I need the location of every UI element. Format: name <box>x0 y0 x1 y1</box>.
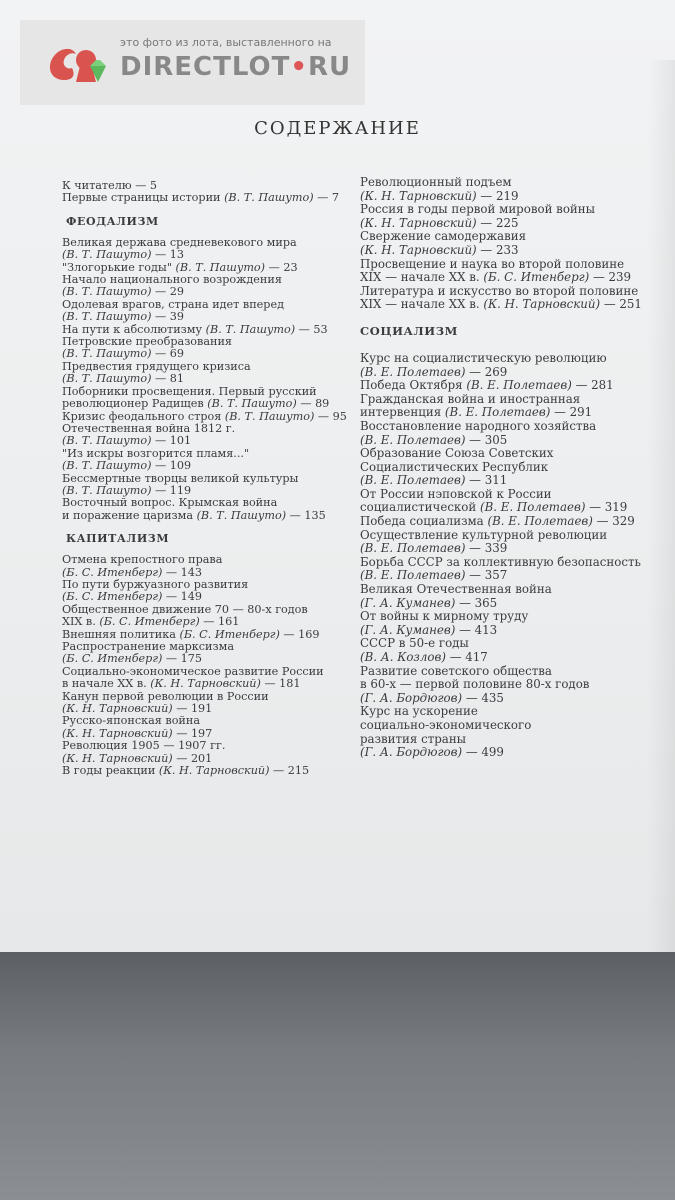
toc-line <box>360 624 660 638</box>
toc-entry <box>62 274 352 299</box>
entry-page: — 53 <box>295 322 328 336</box>
entry-title: От России нэповской к России <box>360 486 552 501</box>
entry-author: (В. Т. Пашуто) <box>62 248 152 262</box>
entry-title: Свержение самодержавия <box>360 229 527 244</box>
toc-line <box>360 461 660 475</box>
entry-author: (В. Т. Пашуто) <box>224 409 315 423</box>
entry-page: — 95 <box>314 409 347 423</box>
entry-title: интервенция <box>360 405 445 420</box>
entry-page: — 329 <box>592 514 635 529</box>
entry-title: Первые страницы истории <box>62 191 225 205</box>
toc-line <box>360 379 660 393</box>
toc-line <box>360 583 660 597</box>
entry-title: Великая держава средневекового мира <box>62 235 297 249</box>
toc-entry <box>62 765 352 777</box>
entry-title: Гражданская война и иностранная <box>360 391 581 406</box>
entry-title: Восточный вопрос. Крымская война <box>62 496 278 510</box>
entry-author: (К. Н. Тарновский) <box>62 751 173 765</box>
toc-line <box>360 447 660 461</box>
entry-author: (Г. А. Куманев) <box>360 595 456 610</box>
entry-page: — 109 <box>151 459 192 473</box>
toc-entry <box>360 447 660 488</box>
entry-page: — 233 <box>476 242 519 257</box>
entry-page: — 7 <box>313 191 339 205</box>
toc-line <box>360 692 660 706</box>
entry-author: (К. Н. Тарновский) <box>62 702 173 716</box>
entry-page: — 201 <box>172 751 213 765</box>
toc-line <box>360 637 660 651</box>
entry-page: — 499 <box>462 745 504 760</box>
toc-line <box>62 765 352 777</box>
entry-page: — 417 <box>445 650 488 664</box>
toc-line <box>360 515 660 529</box>
toc-entry <box>360 258 660 285</box>
entry-title: революционер Радищев <box>62 397 208 411</box>
entry-title: Революция 1905 — 1907 гг. <box>62 739 226 753</box>
entry-author: (В. Т. Пашуто) <box>62 483 152 497</box>
toc-entry <box>62 448 352 473</box>
entry-title: в 60-х — первой половине 80-х годов <box>360 677 590 692</box>
entry-title: Победа Октября <box>360 378 467 393</box>
entry-title: Канун первой революции в России <box>62 689 269 703</box>
entry-author: (В. Е. Полетаев) <box>480 500 586 515</box>
entry-page: — 225 <box>476 215 519 230</box>
toc-entry <box>360 515 660 529</box>
entry-page: — 39 <box>151 310 185 324</box>
entry-title: Курс на ускорение <box>360 704 478 719</box>
entry-author: (К. Н. Тарновский) <box>483 297 601 312</box>
entry-page: — 365 <box>455 595 498 610</box>
entry-title: Осуществление культурной революции <box>360 527 608 542</box>
toc-line <box>360 190 660 204</box>
toc-line <box>360 597 660 611</box>
entry-author: (Г. А. Бордюгов) <box>360 745 463 760</box>
page-title: СОДЕРЖАНИЕ <box>254 118 421 139</box>
entry-title: Отечественная война 1812 г. <box>62 421 236 435</box>
entry-title: в начале XX в. <box>62 677 151 691</box>
entry-author: (Б. С. Итенберг) <box>99 615 200 629</box>
entry-page: — 181 <box>260 677 301 691</box>
entry-page: — 305 <box>465 432 508 447</box>
toc-entry <box>62 604 352 629</box>
toc-line <box>360 719 660 733</box>
entry-page: — 281 <box>571 378 614 393</box>
entry-author: (В. Е. Полетаев) <box>444 405 551 420</box>
entry-title: Социалистических Республик <box>360 459 549 474</box>
entry-page: — 435 <box>462 690 504 705</box>
entry-page: — 215 <box>269 764 310 778</box>
toc-line <box>360 733 660 747</box>
entry-author: (Б. С. Итенберг) <box>179 627 280 641</box>
toc-line <box>360 258 660 272</box>
entry-author: (В. Е. Полетаев) <box>360 568 466 583</box>
watermark <box>20 20 365 105</box>
entry-author: (В. Е. Полетаев) <box>466 378 572 393</box>
watermark-caption: это фото из лота, выставленного на <box>120 36 332 49</box>
entry-title: Великая Отечественная война <box>360 582 552 597</box>
toc-entry <box>62 299 352 324</box>
toc-entry <box>62 473 352 498</box>
entry-title: Кризис феодального строя <box>62 409 225 423</box>
entry-title: Предвестия грядущего кризиса <box>62 359 251 373</box>
entry-author: (В. Е. Полетаев) <box>360 432 466 447</box>
entry-page: — 23 <box>265 260 298 274</box>
entry-title: XIX — начале XX в. <box>360 270 484 285</box>
toc-line <box>360 474 660 488</box>
entry-author: (В. Т. Пашуто) <box>205 322 296 336</box>
entry-author: (В. Е. Полетаев) <box>360 473 466 488</box>
toc-line <box>360 678 660 692</box>
toc-entry <box>360 529 660 556</box>
entry-title: Литература и искусство во второй половине <box>360 283 639 298</box>
entry-title: На пути к абсолютизму <box>62 322 206 336</box>
entry-page: — 175 <box>162 652 203 666</box>
toc-line <box>360 501 660 515</box>
entry-author: (В. Т. Пашуто) <box>62 347 152 361</box>
entry-author: (В. Т. Пашуто) <box>207 397 297 411</box>
toc-line <box>360 393 660 407</box>
toc-line <box>360 176 660 190</box>
entry-page: — 89 <box>296 397 330 411</box>
entry-page: — 135 <box>286 508 326 522</box>
toc-entry <box>360 176 660 203</box>
entry-page: — 191 <box>172 702 213 716</box>
toc-left-column <box>62 180 352 777</box>
entry-page: — 101 <box>151 434 192 448</box>
toc-line <box>360 244 660 258</box>
toc-line <box>360 285 660 299</box>
entry-page: — 119 <box>151 483 192 497</box>
entry-title: Общественное движение 70 — 80-х годов <box>62 602 308 616</box>
entry-title: Социально-экономическое развитие России <box>62 664 324 678</box>
entry-title: СССР в 50-е годы <box>360 636 469 651</box>
entry-page: — 149 <box>162 590 203 604</box>
entry-title: Восстановление народного хозяйства <box>360 418 597 433</box>
entry-author: (К. Н. Тарновский) <box>62 726 173 740</box>
entry-page: — 81 <box>151 372 185 386</box>
entry-title: Курс на социалистическую революцию <box>360 350 607 365</box>
toc-entry <box>62 423 352 448</box>
toc-entry <box>360 420 660 447</box>
entry-page: — 251 <box>600 297 642 312</box>
entry-page: — 29 <box>151 285 185 299</box>
entry-page: — 357 <box>465 568 508 583</box>
entry-author: (К. Н. Тарновский) <box>360 188 477 203</box>
entry-page: — 339 <box>465 541 508 556</box>
entry-title: Бессмертные творцы великой культуры <box>62 471 299 485</box>
toc-entry <box>62 237 352 262</box>
toc-entry <box>62 386 352 411</box>
entry-page: — 239 <box>589 270 632 285</box>
toc-entry <box>62 361 352 386</box>
entry-page: — 291 <box>550 405 593 420</box>
entry-page: — 219 <box>476 188 519 203</box>
toc-entry <box>62 554 352 579</box>
toc-line <box>360 529 660 543</box>
entry-author: (К. Н. Тарновский) <box>360 215 477 230</box>
entry-title: и поражение царизма <box>62 508 197 522</box>
entry-title: Революционный подъем <box>360 175 512 189</box>
entry-page: — 413 <box>455 622 498 637</box>
entry-page: — 197 <box>172 726 213 740</box>
entry-title: Борьба СССР за коллективную безопасность <box>360 554 641 569</box>
entry-title: XIX — начале XX в. <box>360 297 484 312</box>
toc-entry <box>360 705 660 759</box>
squirrel-logo-icon <box>42 36 112 92</box>
entry-title: Внешняя политика <box>62 627 180 641</box>
entry-author: (Б. С. Итенберг) <box>62 652 163 666</box>
toc-entry <box>360 352 660 379</box>
toc-entry <box>62 497 352 522</box>
entry-page: — 143 <box>162 565 203 579</box>
toc-entry <box>62 579 352 604</box>
toc-entry <box>360 610 660 637</box>
entry-author: (Б. С. Итенберг) <box>483 270 590 285</box>
toc-entry <box>360 637 660 664</box>
toc-line <box>360 705 660 719</box>
toc-entry <box>360 393 660 420</box>
toc-line <box>360 610 660 624</box>
entry-title: Россия в годы первой мировой войны <box>360 202 596 217</box>
entry-page: — 161 <box>199 615 240 629</box>
toc-line <box>360 556 660 570</box>
entry-page: — 69 <box>151 347 185 361</box>
toc-entry <box>62 666 352 691</box>
toc-entry <box>360 230 660 257</box>
watermark-brand <box>120 52 351 82</box>
entry-author: (Г. А. Куманев) <box>360 622 456 637</box>
toc-entry <box>62 691 352 716</box>
toc-line <box>360 569 660 583</box>
section-heading: СОЦИАЛИЗМ <box>360 323 458 338</box>
entry-title: Петровские преобразования <box>62 335 232 349</box>
toc-entry <box>360 203 660 230</box>
toc-entry <box>62 192 352 204</box>
entry-author: (К. Н. Тарновский) <box>150 677 261 691</box>
watermark-brand-tld: RU <box>307 52 352 82</box>
toc-entry <box>360 379 660 393</box>
entry-author: (К. Н. Тарновский) <box>360 242 477 257</box>
entry-page: — 311 <box>465 473 508 488</box>
watermark-brand-dot: • <box>290 52 308 82</box>
table-surface <box>0 952 675 1200</box>
entry-author: (В. Е. Полетаев) <box>487 514 593 529</box>
toc-entry <box>62 641 352 666</box>
entry-title: Поборники просвещения. Первый русский <box>62 384 317 398</box>
toc-line <box>62 192 352 204</box>
entry-author: (В. Т. Пашуто) <box>62 459 152 473</box>
toc-line <box>360 488 660 502</box>
toc-line <box>360 203 660 217</box>
entry-title: В годы реакции <box>62 764 159 778</box>
toc-entry <box>360 665 660 706</box>
toc-entry <box>360 488 660 515</box>
toc-line <box>360 271 660 285</box>
entry-title: Победа социализма <box>360 514 488 529</box>
entry-author: (В. Т. Пашуто) <box>62 372 152 386</box>
toc-line <box>360 542 660 556</box>
toc-line <box>360 217 660 231</box>
toc-entry <box>62 740 352 765</box>
toc-entry <box>360 285 660 312</box>
watermark-brand-name: DIRECTLOT <box>120 52 291 82</box>
entry-author: (К. Н. Тарновский) <box>158 764 270 778</box>
entry-title: Начало национального возрождения <box>62 273 282 287</box>
entry-title: Распространение марксизма <box>62 640 234 653</box>
entry-page: — 13 <box>151 248 185 262</box>
entry-title: социально-экономического <box>360 717 532 732</box>
entry-title: Отмена крепостного права <box>62 553 223 567</box>
toc-line <box>360 434 660 448</box>
entry-author: (Б. С. Итенберг) <box>62 565 163 579</box>
entry-title: От войны к мирному труду <box>360 609 529 624</box>
entry-author: (В. Е. Полетаев) <box>360 364 466 379</box>
entry-title: К читателю — 5 <box>62 179 158 192</box>
toc-entry <box>360 583 660 610</box>
toc-line <box>62 510 352 522</box>
entry-author: (В. Т. Пашуто) <box>175 260 266 274</box>
toc-line <box>360 746 660 760</box>
toc-entry <box>62 715 352 740</box>
section-heading: ФЕОДАЛИЗМ <box>66 214 159 228</box>
entry-title: Просвещение и наука во второй половине <box>360 256 625 271</box>
entry-page: — 269 <box>465 364 508 379</box>
entry-title: По пути буржуазного развития <box>62 577 249 591</box>
entry-title: Одолевая врагов, страна идет вперед <box>62 297 284 311</box>
entry-author: (В. Т. Пашуто) <box>62 285 152 299</box>
toc-right-column <box>360 176 660 760</box>
entry-title: "Злогорькие годы" <box>62 260 176 274</box>
entry-page: — 319 <box>585 500 628 515</box>
toc-line <box>360 366 660 380</box>
toc-line <box>360 352 660 366</box>
entry-author: (Б. С. Итенберг) <box>62 590 163 604</box>
toc-entry <box>62 336 352 361</box>
section-heading: КАПИТАЛИЗМ <box>66 532 170 546</box>
entry-title: Развитие советского общества <box>360 663 552 678</box>
toc-line <box>360 665 660 679</box>
entry-author: (Г. А. Бордюгов) <box>360 690 463 705</box>
entry-title: социалистической <box>360 500 481 515</box>
entry-title: Образование Союза Советских <box>360 446 554 461</box>
entry-title: Русско-японская война <box>62 714 201 728</box>
entry-author: (В. Т. Пашуто) <box>196 508 287 522</box>
toc-line <box>360 420 660 434</box>
toc-entry <box>360 556 660 583</box>
entry-author: (В. Т. Пашуто) <box>62 310 152 324</box>
entry-author: (В. А. Козлов) <box>360 650 446 664</box>
entry-title: XIX в. <box>62 615 100 629</box>
entry-author: (В. Т. Пашуто) <box>224 191 314 205</box>
toc-line <box>360 406 660 420</box>
entry-title: развития страны <box>360 731 467 746</box>
entry-title: "Из искры возгорится пламя..." <box>62 446 250 460</box>
entry-author: (В. Е. Полетаев) <box>360 541 466 556</box>
toc-line <box>360 230 660 244</box>
toc-line <box>360 651 660 665</box>
toc-line <box>360 298 660 312</box>
entry-author: (В. Т. Пашуто) <box>62 434 152 448</box>
entry-page: — 169 <box>279 627 320 641</box>
